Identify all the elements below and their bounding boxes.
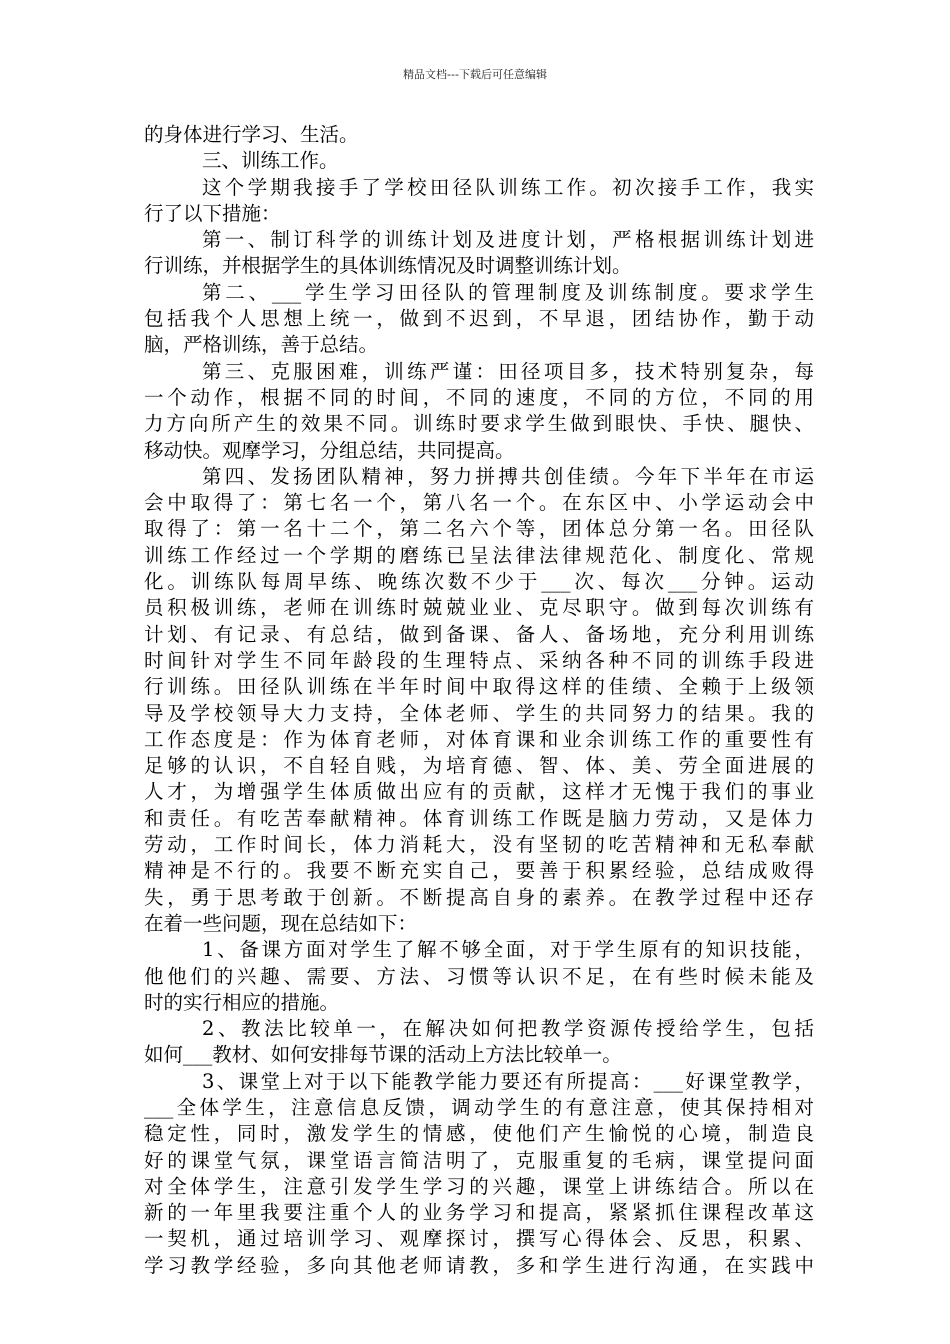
text-line: 在着一些问题，现在总结如下： [144,911,418,935]
page-header: 精品文档---下载后可任意编辑 [403,68,547,81]
text-line: 这个学期我接手了学校田径队训练工作。初次接手工作，我实 [202,175,814,199]
text-line: 对全体学生，注意引发学生学习的兴趣，课堂上讲练结合。所以在 [144,1174,814,1198]
text-line: 时的实行相应的措施。 [144,990,340,1014]
document-body [144,122,814,1279]
text-line: 行了以下措施： [144,201,281,225]
text-line: 力方向所产生的效果不同。训练时要求学生做到眼快、手快、腿快、 [144,412,814,436]
text-line: 脑，严格训练，善于总结。 [144,333,379,357]
text-line: 精神是不行的。我要不断充实自己，要善于积累经验，总结成败得 [144,859,814,883]
text-line: 第一、制订科学的训练计划及进度计划，严格根据训练计划进 [202,228,814,252]
text-line: 失，勇于思考敢于创新。不断提高自身的素养。在教学过程中还存 [144,885,814,909]
text-line: 1、备课方面对学生了解不够全面，对于学生原有的知识技能， [202,938,814,962]
text-line: 包括我个人思想上统一，做到不迟到，不早退，团结协作，勤于动 [144,307,814,331]
text-line: 人才，为增强学生体质做出应有的贡献，这样才无愧于我们的事业 [144,780,814,804]
text-line: 3、课堂上对于以下能教学能力要还有所提高：___好课堂教学， [202,1069,814,1093]
text-line: 移动快。观摩学习，分组总结，共同提高。 [144,438,515,462]
text-line: 行训练。田径队训练在半年时间中取得这样的佳绩、全赖于上级领 [144,675,814,699]
text-line: 工作态度是：作为体育老师，对体育课和业余训练工作的重要性有 [144,727,814,751]
text-line: 第三、克服困难，训练严谨：田径项目多，技术特别复杂，每 [202,359,814,383]
text-line: 员积极训练，老师在训练时兢兢业业、克尽职守。做到每次训练有 [144,596,814,620]
text-line: 新的一年里我要注重个人的业务学习和提高，紧紧抓住课程改革这 [144,1201,814,1225]
text-line: 他他们的兴趣、需要、方法、习惯等认识不足，在有些时候未能及 [144,964,814,988]
text-line: 会中取得了：第七名一个，第八名一个。在东区中、小学运动会中 [144,491,814,515]
text-line: 导及学校领导大力支持，全体老师、学生的共同努力的结果。我的 [144,701,814,725]
text-line: 和责任。有吃苦奉献精神。体育训练工作既是脑力劳动，又是体力 [144,806,814,830]
text-line: 取得了：第一名十二个，第二名六个等，团体总分第一名。田径队 [144,517,814,541]
text-line: 行训练，并根据学生的具体训练情况及时调整训练计划。 [144,254,632,278]
text-line: 学习教学经验，多向其他老师请教，多和学生进行沟通，在实践中 [144,1253,814,1277]
text-line: 足够的认识，不自轻自贱，为培育德、智、体、美、劳全面进展的 [144,754,814,778]
text-line: 的身体进行学习、生活。 [144,123,359,146]
text-line: 时间针对学生不同年龄段的生理特点、采纳各种不同的训练手段进 [144,648,814,672]
text-line: 第二、___学生学习田径队的管理制度及训练制度。要求学生 [202,280,814,304]
text-line: 训练工作经过一个学期的磨练已呈法律法律规范化、制度化、常规 [144,543,814,567]
text-line: 一个动作，根据不同的时间，不同的速度，不同的方位，不同的用 [144,385,814,409]
text-line: 如何___教材、如何安排每节课的活动上方法比较单一。 [144,1043,622,1067]
text-line: 稳定性，同时，激发学生的情感，使他们产生愉悦的心境，制造良 [144,1122,814,1146]
text-line: 2、教法比较单一，在解决如何把教学资源传授给学生，包括 [202,1017,814,1041]
text-line: 化。训练队每周早练、晚练次数不少于___次、每次___分钟。运动 [144,570,814,594]
text-line: 好的课堂气氛，课堂语言简洁明了，克服重复的毛病，课堂提问面 [144,1148,814,1172]
text-line: 第四、发扬团队精神，努力拼搏共创佳绩。今年下半年在市运 [202,464,814,488]
text-line: 劳动，工作时间长，体力消耗大，没有坚韧的吃苦精神和无私奉献 [144,833,814,857]
text-line: 一契机，通过培训学习、观摩探讨，撰写心得体会、反思，积累、 [144,1227,814,1251]
text-line: 三、训练工作。 [202,149,339,173]
text-line: 计划、有记录、有总结，做到备课、备人、备场地，充分利用训练 [144,622,814,646]
text-line: ___全体学生，注意信息反馈，调动学生的有意注意，使其保持相对 [144,1095,814,1119]
